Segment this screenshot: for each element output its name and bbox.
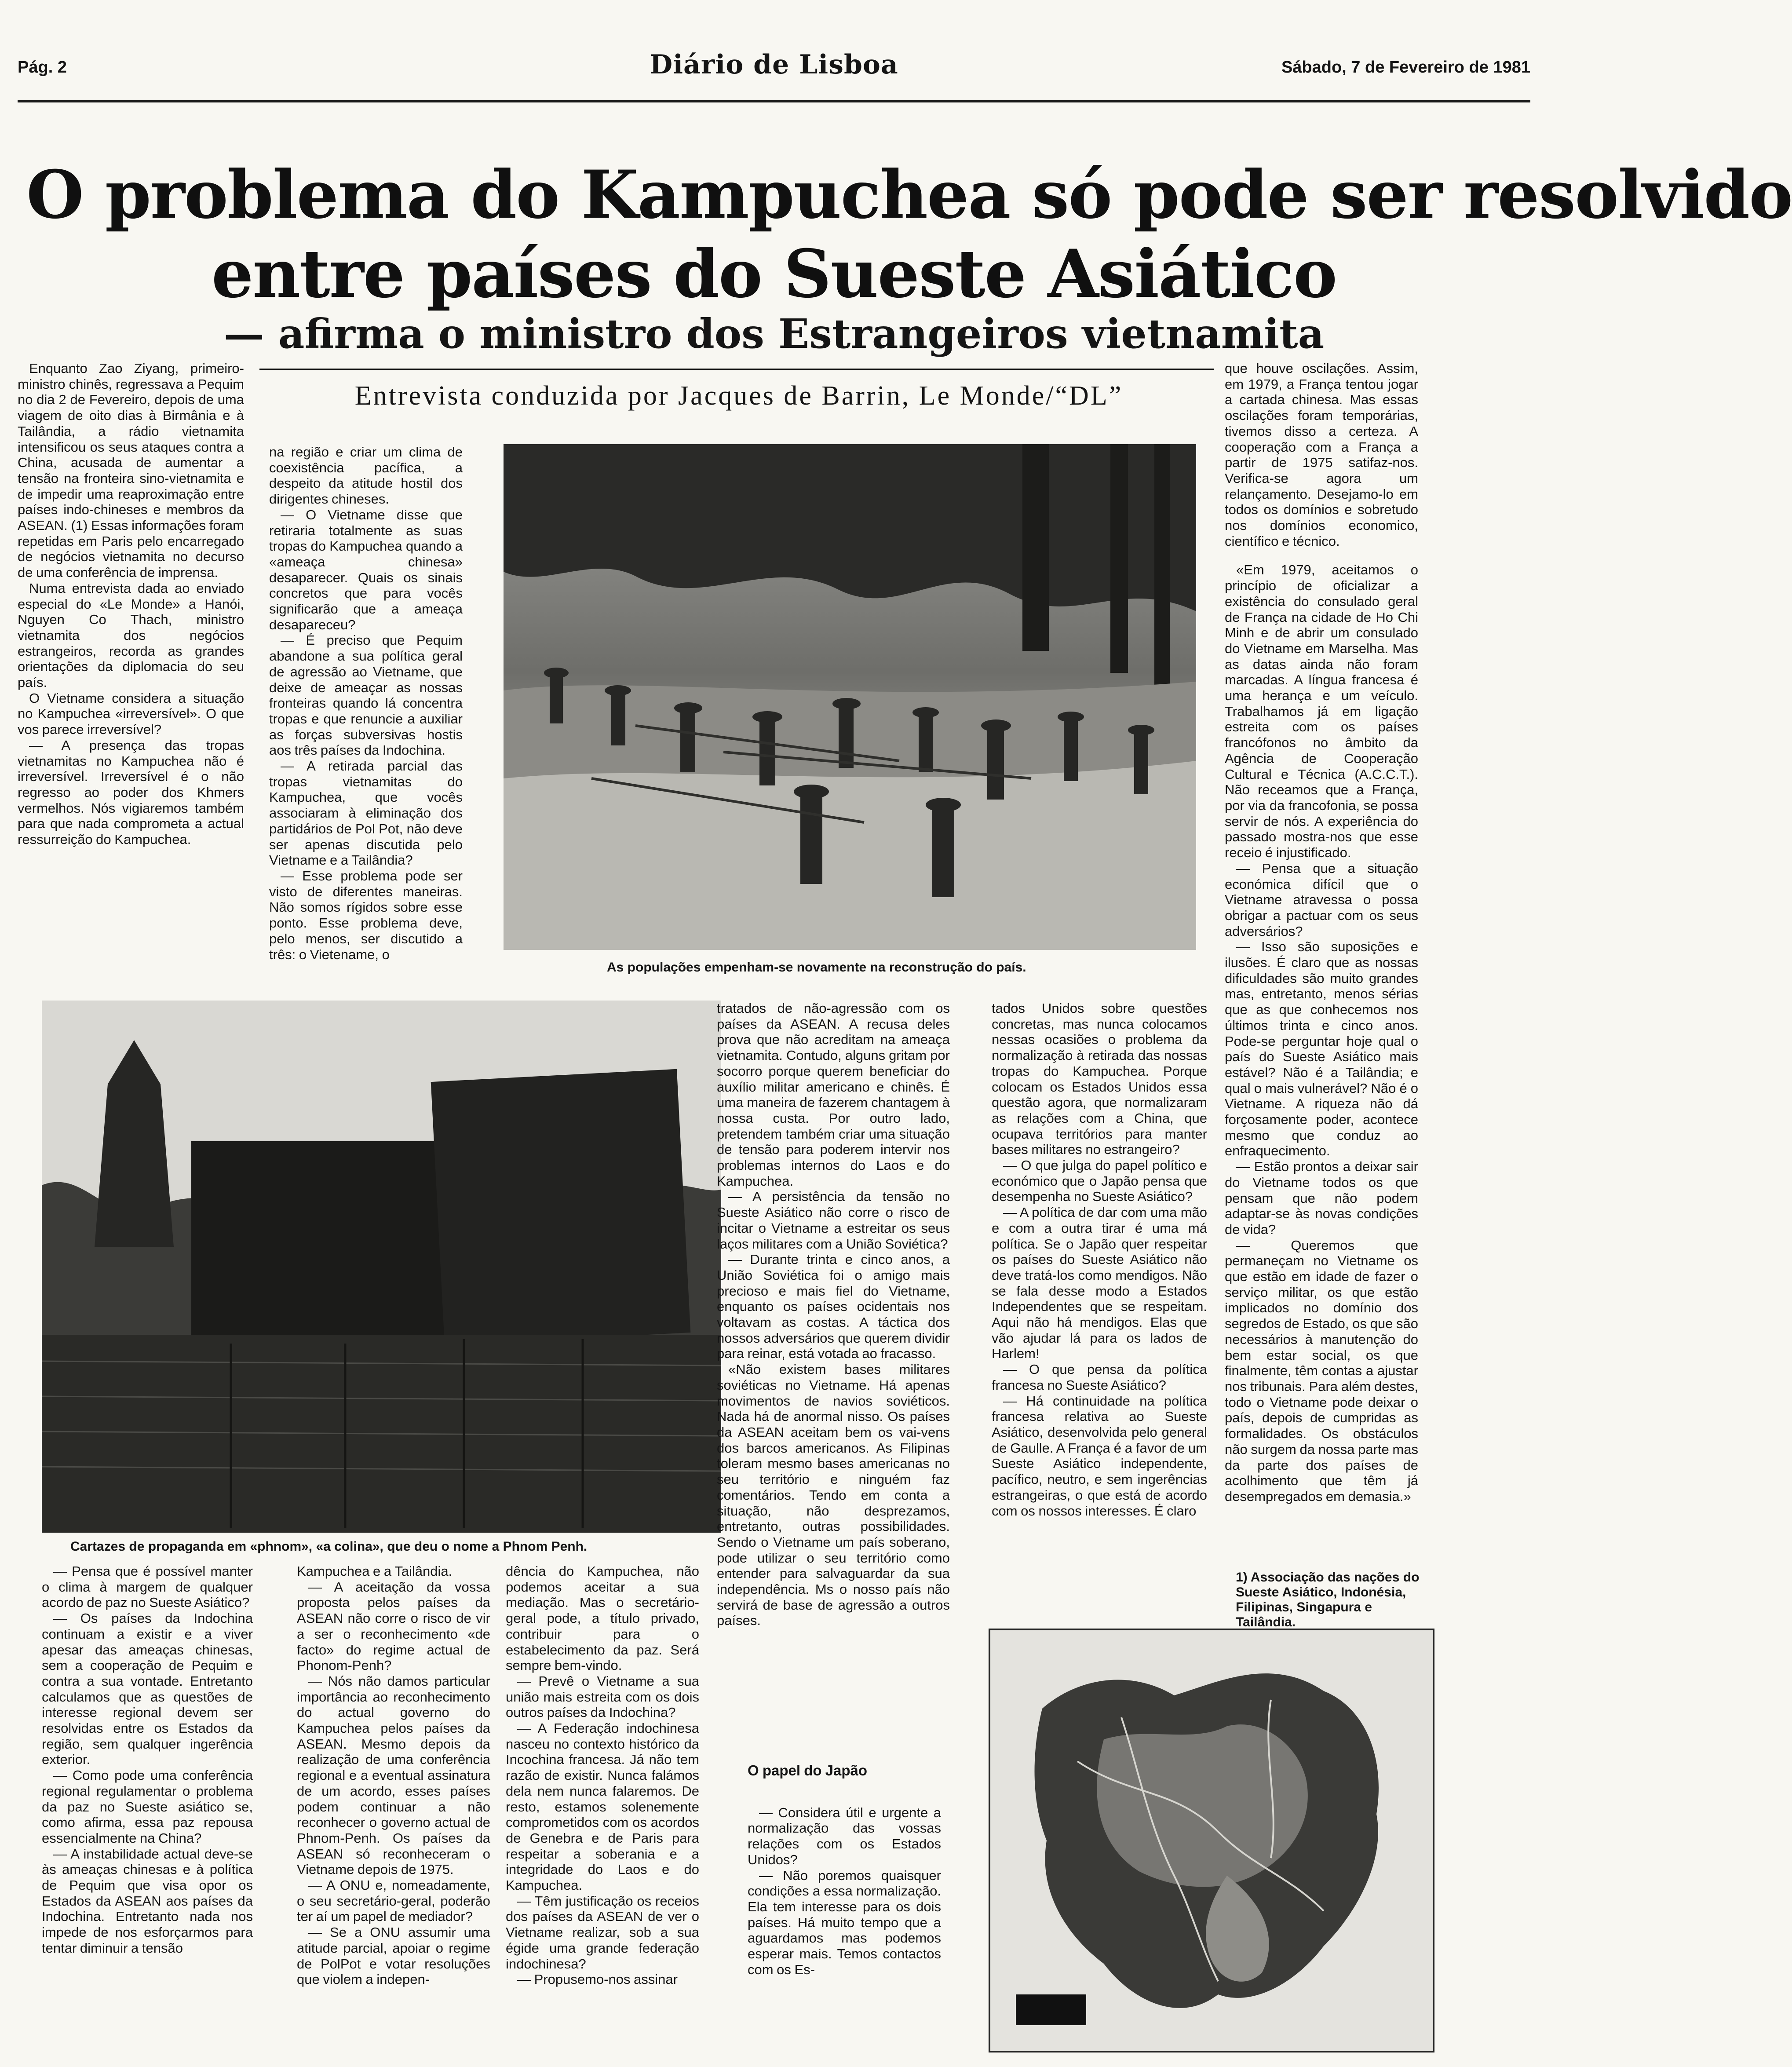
paragraph: na região e criar um clima de coexistência pacífica, a despeito da atitude hostil dos dirigentes chineses. — [269, 444, 463, 507]
paragraph: — O que julga do papel político e económico que o Japão pensa que desempenha no Sueste Asiático? — [992, 1158, 1207, 1205]
paragraph: — Propusemo-nos assinar — [517, 1972, 678, 1987]
section-subhead: O papel do Japão — [748, 1762, 868, 1778]
photo-reconstruction-caption: As populações empenham-se novamente na reconstrução do país. — [607, 960, 1026, 975]
header-rule — [18, 100, 1530, 102]
column-3-middle — [717, 1001, 950, 1629]
footnote: 1) Associação das nações do Sueste Asiático, Indonésia, Filipinas, Singapura e Tailândia. — [1236, 1570, 1420, 1629]
paragraph: — Pensa que é possível manter o clima à margem de qualquer acordo de paz no Sueste Asiático? — [42, 1563, 253, 1611]
paragraph: — Isso são suposições e ilusões. É claro que as nossas dificuldades são muito grandes mas, entretanto, menos sérias que as que conhecemos nos últimos trinta e cinco anos. Pode-se perguntar hoje qual o país do Sueste Asiático mais estável? Não é a Tailândia; e qual o mais vulnerável? Não é o Vietname. A riqueza não dá forçosamente poder, acontece mesmo que conduz ao enfraquecimento. — [1225, 939, 1418, 1159]
paragraph: — A aceitação da vossa proposta pelos países da ASEAN não corre o risco de vir a ser o reconhecimento «de facto» do regime actual de Phonom-Penh? — [297, 1579, 490, 1673]
column-5 — [1225, 361, 1418, 1557]
paragraph: — Como pode uma conferência regional regulamentar o problema da paz no Sueste asiático se, como afirma, essa paz repousa essencialmente na China? — [42, 1768, 253, 1846]
paragraph: dência do Kampuchea, não podemos aceitar a sua mediação. Mas o secretário-geral pode, a título privado, contribuir para o estabelecimento da paz. Será sempre bem-vindo. — [506, 1563, 699, 1673]
paragraph: — Nós não damos particular importância ao reconhecimento do actual governo do Kampuchea pelos países da ASEAN. Mesmo depois da realização de uma conferência regional e a eventual assinatura de um acordo, esses países podem continuar a não reconhecer o governo actual de Phnom-Penh. Os países da ASEAN só reconheceram o Vietname depois de 1975. — [297, 1673, 490, 1877]
column-2-bottom — [297, 1563, 490, 2047]
photo-reconstruction — [504, 444, 1196, 950]
paragraph: — Esse problema pode ser visto de diferentes maneiras. Não somos rígidos sobre esse ponto. Esse problema deve, pelo menos, ser discutido a três: o Vietename, o — [269, 868, 463, 962]
paragraph: — Prevê o Vietname a sua união mais estreita com os dois outros países da Indochina? — [506, 1673, 699, 1720]
paragraph: — Há continuidade na política francesa relativa ao Sueste Asiático, desenvolvida pelo general de Gaulle. A França é a favor de um Sueste Asiático independente, pacífico, neutro, e sem ingerências estrangeiras, o que está de acordo com os nossos interesses. É claro — [992, 1393, 1207, 1519]
paragraph: — A ONU e, nomeadamente, o seu secretário-geral, poderão ter aí um papel de mediador? — [297, 1877, 490, 1925]
headline-line-2: entre países do Sueste Asiático — [211, 235, 1337, 313]
subheadline: — afirma o ministro dos Estrangeiros vietnamita — [223, 310, 1325, 358]
paragraph: — Durante trinta e cinco anos, a União Soviética foi o amigo mais precioso e mais fiel do Vietname, enquanto os países ocidentais nos voltavam as costas. A táctica dos nossos adversários que querem dividir para reinar, está votada ao fracasso. — [717, 1252, 950, 1362]
photo-propaganda-posters — [42, 1001, 721, 1533]
paragraph: Kampuchea e a Tailândia. — [297, 1563, 453, 1579]
paragraph: — Não poremos quaisquer condições a essa normalização. Ela tem interesse para os dois países. Há muito tempo que a aguardamos mas podemos esperar mais. Temos contactos com os Es- — [748, 1867, 941, 1977]
paragraph: — O que pensa da política francesa no Sueste Asiático? — [992, 1362, 1207, 1393]
issue-date: Sábado, 7 de Fevereiro de 1981 — [1281, 58, 1530, 77]
paragraph: «Não existem bases militares soviéticas no Vietname. Há apenas movimentos de navios soviéticos. Nada há de anormal nisso. Os países da ASEAN aceitam bem os vai-vens dos barcos americanos. As Filipinas toleram mesmo bases americanas no seu território e ninguém faz comentários. Tendo em conta a situação, não desprezamos, entretanto, outras possibilidades. Sendo o Vietname um país soberano, pode utilizar o seu território como entender para salvaguardar da sua independência. Ms o nosso país não servirá de base de agressão a outros países. — [717, 1362, 950, 1629]
paragraph: — Têm justificação os receios dos países da ASEAN de ver o Vietname realizar, sob a sua égide uma grande federação indochinesa? — [506, 1893, 699, 1972]
photo-propaganda-image — [42, 1001, 721, 1533]
paragraph: — Estão prontos a deixar sair do Vietname todos os que pensam que não podem adaptar-se às novas condições de vida? — [1225, 1159, 1418, 1237]
paragraph: — Considera útil e urgente a normalização das vossas relações com os Estados Unidos? — [748, 1804, 941, 1867]
paragraph: que houve oscilações. Assim, em 1979, a França tentou jogar a cartada chinesa. Mas essas oscilações foram temporárias, tivemos disso a certeza. A cooperação com a França a partir de 1975 satifaz-nos. Verifica-se agora um relançamento. Desejamo-lo em todos os domínios e sobretudo nos domínios economico, científico e técnico. — [1225, 361, 1418, 549]
column-3-bottom — [506, 1563, 699, 2047]
paragraph: Enquanto Zao Ziyang, primeiro-ministro chinês, regressava a Pequim no dia 2 de Fevereiro, depois de uma viagem de oito dias à Birmânia e à Tailândia, a rádio vietnamita intensificou os seus ataques contra a China, acusada de aumentar a tensão na fronteira sino-vietnamita e de impedir uma reaproximação entre países indo-chineses e membros da ASEAN. (1) Essas informações foram repetidas em Paris pelo encarregado de negócios vietnamita no decurso de uma conferência de imprensa. — [18, 361, 244, 581]
paragraph: — A persistência da tensão no Sueste Asiático não corre o risco de incitar o Vietname a estreitar os seus laços militares com a União Soviética? — [717, 1189, 950, 1252]
column-4-bottom — [748, 1755, 941, 2054]
map-indochina — [989, 1629, 1434, 2052]
photo-reconstruction-image — [504, 444, 1196, 950]
paragraph: — O Vietname disse que retiraria totalmente as suas tropas do Kampuchea quando a «ameaça chinesa» desaparecer. Quais os sinais concretos que para vocês significarão que a ameaça desapareceu? — [269, 507, 463, 632]
photo-propaganda-caption: Cartazes de propaganda em «phnom», «a colina», que deu o nome a Phnom Penh. — [70, 1539, 588, 1554]
column-1-top — [18, 361, 244, 976]
column-2-top — [269, 444, 463, 979]
headline-line-1: O problema do Kampuchea só pode ser resolvido — [26, 156, 1792, 234]
paragraph: — Se a ONU assumir uma atitude parcial, apoiar o regime de PolPot e votar resoluções que violem a indepen- — [297, 1925, 490, 1987]
paragraph: — A retirada parcial das tropas vietnamitas do Kampuchea, que vocês associaram à eliminação dos partidários de Pol Pot, não deve ser apenas discutida pelo Vietname e a Tailândia? — [269, 758, 463, 868]
byline-rule — [259, 369, 1214, 370]
paragraph: — A presença das tropas vietnamitas no Kampuchea não é irreversível. Irreversível é o não regresso ao poder dos Khmers vermelhos. Nós vigiaremos também para que nada comprometa a actual ressurreição do Kampuchea. — [18, 737, 244, 847]
paragraph: — Os países da Indochina continuam a existir e a viver apesar das ameaças chinesas, sem a cooperação de Pequim e contra a sua vontade. Entretanto calculamos que as questões de interesse regional devem ser resolvidas entre os Estados da região, sem qualquer ingerência exterior. — [42, 1611, 253, 1768]
paragraph: «Em 1979, aceitamos o princípio de oficializar a existência do consulado geral de França na cidade de Ho Chi Minh e de abrir um consulado do Vietname em Marselha. Mas as datas ainda não foram marcadas. A língua francesa é uma herança e um veículo. Trabalhamos já em ligação estreita com os países francófonos no âmbito da Agência de Cooperação Cultural e Técnica (A.C.C.T.). Não receamos que a França, por via da francofonia, se possa servir de nós. A experiência do passado mostra-nos que esse receio é injustificado. — [1225, 562, 1418, 861]
paragraph: — Pensa que a situação económica difícil que o Vietname atravessa o possa obrigar a pactuar com os seus adversários? — [1225, 860, 1418, 939]
column-4-middle — [992, 1001, 1207, 1519]
byline: Entrevista conduzida por Jacques de Barrin, Le Monde/“DL” — [354, 381, 1123, 411]
paragraph: — Queremos que permaneçam no Vietname os que estão em idade de fazer o serviço militar, os que estão implicados no domínio dos segredos de Estado, os que são necessários à manutenção do bem estar social, os que finalmente, têm contas a ajustar nos tribunais. Para além destes, todo o Vietname pode deixar o país, depois de cumpridas as formalidades. Os obstáculos não surgem da nossa parte mas da parte dos países de acolhimento que têm já desempregados em demasia.» — [1225, 1237, 1418, 1504]
page-number: Pág. 2 — [18, 58, 67, 77]
paragraph: — A política de dar com uma mão e com a outra tirar é uma má política. Se o Japão quer respeitar os países do Sueste Asiático não deve tratá-los como mendigos. Não se fala desse modo a Estados Independentes que se respeitam. Aqui não há mendigos. Elas que vão ajudar lá para os lados de Harlem! — [992, 1205, 1207, 1362]
paragraph: O Vietname considera a situação no Kampuchea «irreversível». O que vos parece irreversível? — [18, 690, 244, 738]
map-image — [989, 1629, 1434, 2052]
masthead: Diário de Lisboa — [650, 49, 898, 80]
paragraph: Numa entrevista dada ao enviado especial do «Le Monde» a Hanói, Nguyen Co Thach, ministro vietnamita dos negócios estrangeiros, recorda as grandes orientações da diplomacia do seu país. — [18, 580, 244, 690]
paragraph: tados Unidos sobre questões concretas, mas nunca colocamos nessas ocasiões o problema da normalização à retirada das nossas tropas do Kampuchea. Porque colocam os Estados Unidos essa questão agora, que normalizaram as relações com a China, que ocupava territórios para manter bases militares no estrangeiro? — [992, 1001, 1207, 1158]
paragraph: tratados de não-agressão com os países da ASEAN. A recusa deles prova que não acreditam na ameaça vietnamita. Contudo, alguns gritam por socorro porque querem beneficiar do auxílio militar americano e chinês. É uma maneira de fazerem chantagem à nossa custa. Por outro lado, pretendem também criar uma situação de tensão para poderem intervir nos problemas internos do Laos e do Kampuchea. — [717, 1001, 950, 1189]
paragraph: — É preciso que Pequim abandone a sua política geral de agressão ao Vietname, que deixe de ameaçar as nossas fronteiras quando lá concentra tropas e que renuncie a auxiliar as forças subversivas hostis aos três países da Indochina. — [269, 632, 463, 758]
paragraph: — A Federação indochinesa nasceu no contexto histórico da Incochina francesa. Já não tem razão de existir. Nunca falámos dela nem nunca falaremos. De resto, estamos solenemente comprometidos com os acordos de Genebra e de Paris para respeitar a soberania e a integridade do Laos e do Kampuchea. — [506, 1720, 699, 1893]
column-1-bottom — [42, 1563, 253, 2047]
paragraph: — A instabilidade actual deve-se às ameaças chinesas e à política de Pequim que visa opor os Estados da ASEAN aos países da Indochina. Entretanto nada nos impede de nos esforçarmos para tentar diminuir a tensão — [42, 1846, 253, 1956]
